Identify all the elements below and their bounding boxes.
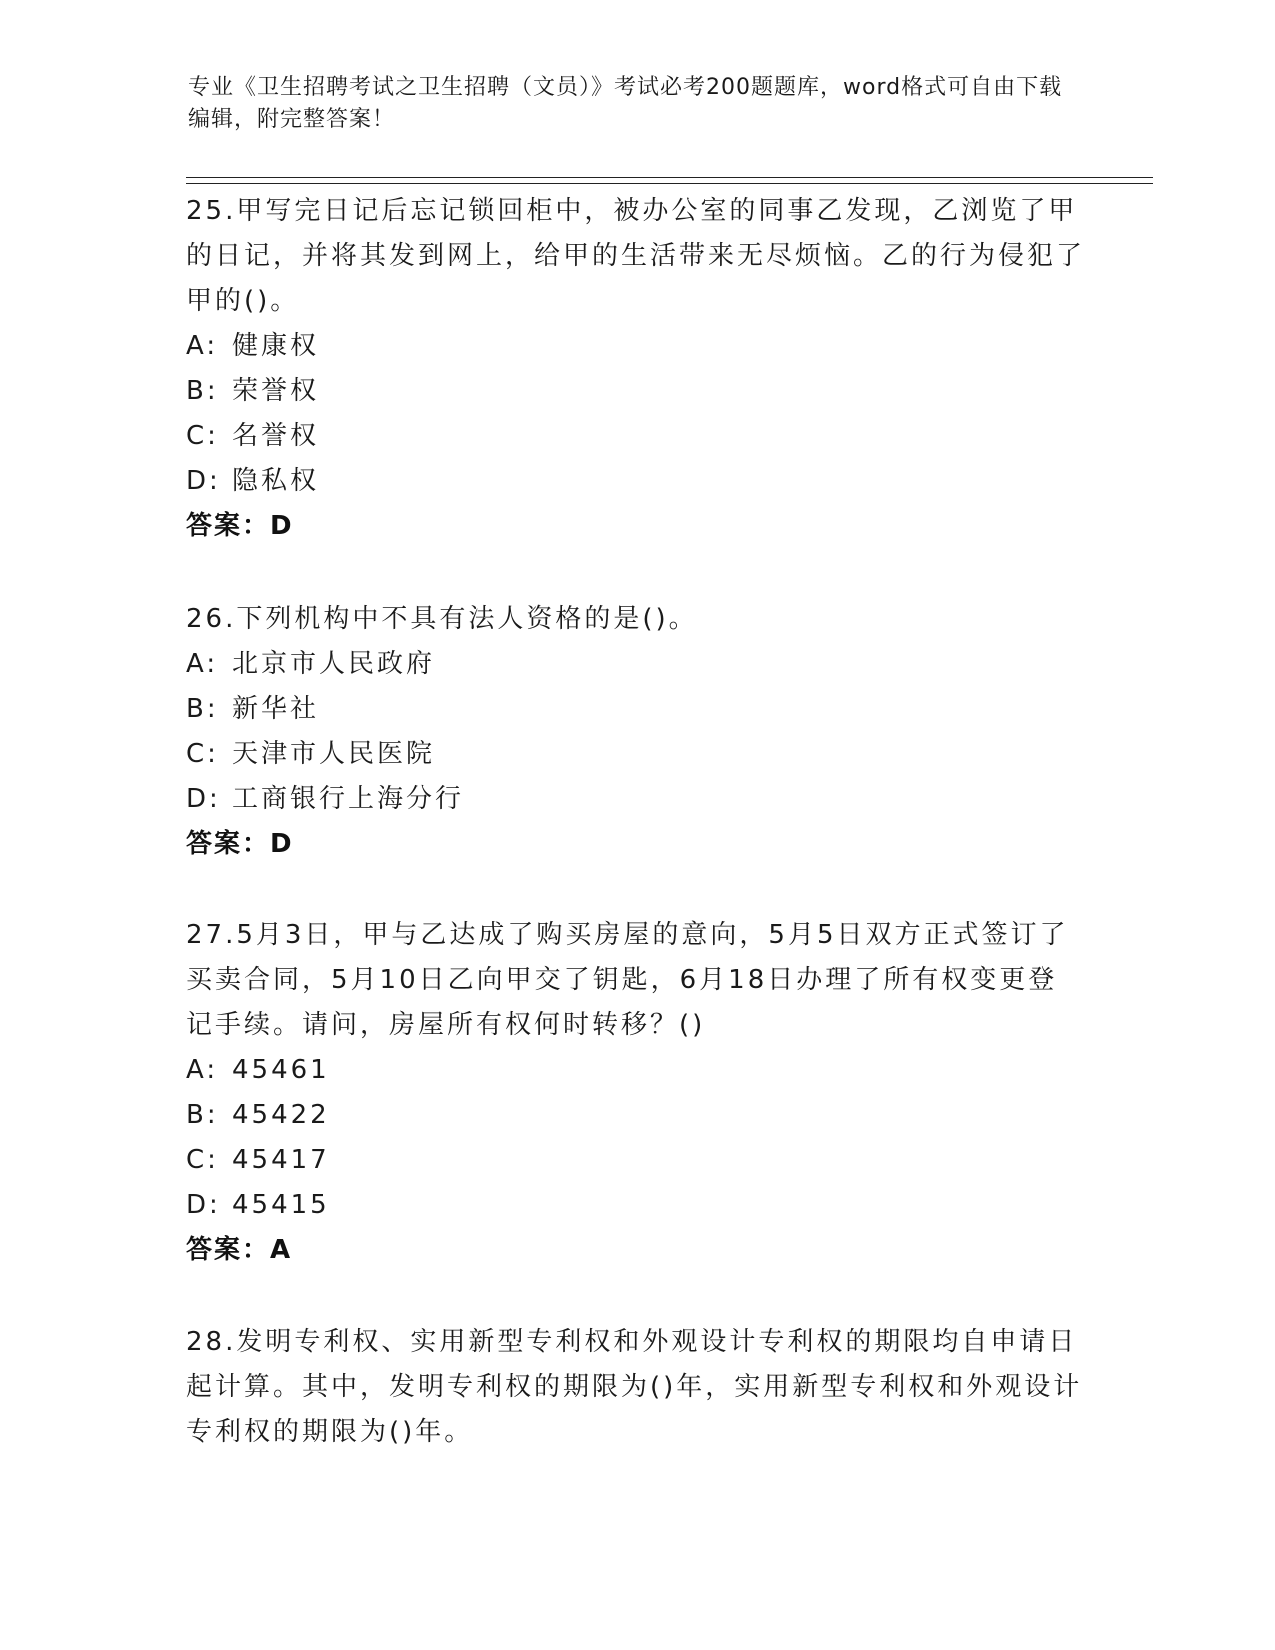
answer-line: 答案：D	[186, 829, 294, 859]
option-text: 45461	[232, 1055, 330, 1085]
question-stem: 25.甲写完日记后忘记锁回柜中，被办公室的同事乙发现，乙浏览了甲的日记，并将其发到网上，给甲的生活带来无尽烦恼。乙的行为侵犯了甲的()。	[186, 196, 1086, 316]
option-letter: A:	[186, 649, 219, 679]
option-letter: B:	[186, 1100, 219, 1130]
question-stem: 26.下列机构中不具有法人资格的是()。	[186, 604, 698, 634]
option-b	[186, 1093, 1086, 1138]
option-text: 荣誉权	[232, 376, 320, 406]
option-b	[186, 687, 1086, 732]
option-letter: D:	[186, 784, 221, 814]
option-d	[186, 1183, 1086, 1228]
option-letter: C:	[186, 1145, 219, 1175]
option-b	[186, 369, 1086, 414]
answer-line: 答案：D	[186, 511, 294, 541]
option-letter: D:	[186, 1190, 221, 1220]
header-divider-bottom	[186, 183, 1153, 184]
option-letter: B:	[186, 694, 219, 724]
question-27	[186, 913, 1086, 1273]
header-divider-top	[186, 177, 1153, 178]
option-c	[186, 414, 1086, 459]
option-text: 工商银行上海分行	[232, 784, 465, 814]
option-text: 45422	[232, 1100, 330, 1130]
option-c	[186, 732, 1086, 777]
question-28	[186, 1320, 1086, 1455]
option-c	[186, 1138, 1086, 1183]
option-letter: D:	[186, 466, 221, 496]
option-letter: B:	[186, 376, 219, 406]
option-text: 健康权	[232, 331, 320, 361]
question-stem: 28.发明专利权、实用新型专利权和外观设计专利权的期限均自申请日起计算。其中，发明专利权的期限为()年，实用新型专利权和外观设计专利权的期限为()年。	[186, 1327, 1083, 1447]
option-letter: A:	[186, 1055, 219, 1085]
option-a	[186, 1048, 1086, 1093]
question-26	[186, 597, 1086, 867]
option-d	[186, 459, 1086, 504]
option-text: 北京市人民政府	[232, 649, 436, 679]
question-25	[186, 189, 1086, 549]
option-letter: A:	[186, 331, 219, 361]
option-text: 天津市人民医院	[232, 739, 436, 769]
answer-line: 答案：A	[186, 1235, 293, 1265]
document-header: 专业《卫生招聘考试之卫生招聘（文员）》考试必考200题题库，word格式可自由下载编辑，附完整答案！	[188, 75, 1063, 132]
option-text: 名誉权	[232, 421, 320, 451]
option-letter: C:	[186, 739, 219, 769]
option-a	[186, 324, 1086, 369]
option-text: 新华社	[232, 694, 320, 724]
option-text: 45415	[232, 1190, 330, 1220]
option-text: 45417	[232, 1145, 330, 1175]
option-letter: C:	[186, 421, 219, 451]
option-text: 隐私权	[232, 466, 320, 496]
option-a	[186, 642, 1086, 687]
option-d	[186, 777, 1086, 822]
question-stem: 27.5月3日，甲与乙达成了购买房屋的意向，5月5日双方正式签订了买卖合同，5月10日乙向甲交了钥匙，6月18日办理了所有权变更登记手续。请问，房屋所有权何时转移？()	[186, 920, 1069, 1040]
